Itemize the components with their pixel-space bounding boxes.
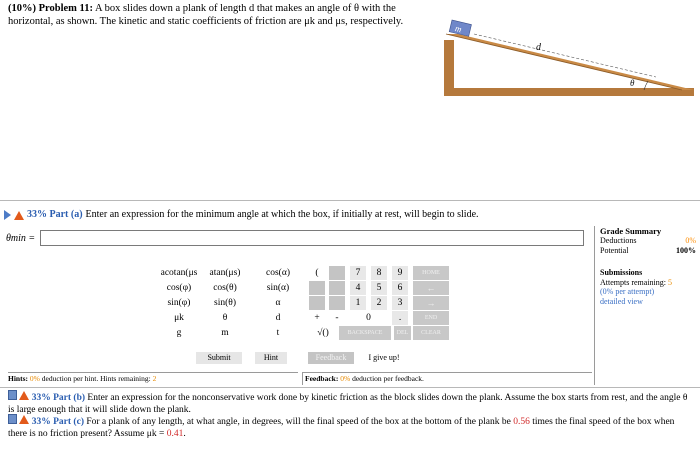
key-cos-alpha[interactable]: cos(α) [266, 268, 290, 278]
key-cos-phi[interactable]: cos(φ) [166, 283, 192, 293]
length-label: d [536, 42, 541, 53]
key-clear[interactable]: CLEAR [413, 326, 449, 340]
attempts-value: 5 [668, 277, 672, 287]
key-backspace[interactable]: BACKSPACE [339, 326, 391, 340]
key-7[interactable]: 7 [350, 266, 366, 280]
part-c[interactable] [8, 414, 694, 440]
deductions-value: 0% [685, 236, 696, 245]
attempts-label: Attempts remaining: [600, 277, 666, 287]
feedback-label: Feedback: [305, 374, 339, 383]
part-b-warning-icon [19, 391, 29, 400]
feedback-text: deduction per feedback. [352, 374, 424, 383]
key-m[interactable]: m [221, 328, 229, 338]
key-d[interactable]: d [275, 313, 281, 323]
part-c-doc-icon [8, 414, 17, 424]
key-dot[interactable]: . [392, 311, 408, 325]
theta-min-label: θmin = [6, 233, 36, 244]
give-up-button[interactable]: I give up! [362, 352, 406, 364]
key-6[interactable]: 6 [392, 281, 408, 295]
part-c-end: . [183, 428, 186, 439]
hints-label: Hints: [8, 374, 29, 383]
answer-input[interactable] [40, 230, 584, 246]
key-blank-4[interactable] [309, 296, 325, 310]
part-a-percent: 33% Part (a) [27, 209, 83, 220]
key-cos-theta[interactable]: cos(θ) [213, 283, 237, 293]
feedback-pct: 0% [340, 374, 351, 383]
part-b-percent: 33% Part (b) [31, 393, 86, 403]
hints-remaining: 2 [152, 374, 157, 383]
expand-triangle-icon[interactable] [4, 210, 11, 220]
detailed-view-link[interactable]: detailed view [600, 296, 643, 306]
part-a-prompt: Enter an expression for the minimum angle at which the box, if initially at rest, will begin to slide. [85, 209, 479, 220]
key-4[interactable]: 4 [350, 281, 366, 295]
feedback-button[interactable]: Feedback [308, 352, 354, 364]
key-right-arrow[interactable]: → [413, 296, 449, 310]
key-blank-3[interactable] [329, 281, 345, 295]
plank-support [444, 40, 454, 92]
key-theta[interactable]: θ [222, 313, 228, 323]
key-plus[interactable]: + [309, 311, 325, 325]
key-home[interactable]: HOME [413, 266, 449, 280]
part-c-mu: 0.41 [166, 428, 184, 439]
plank-base [444, 88, 694, 96]
part-c-ratio: 0.56 [513, 417, 530, 427]
key-g[interactable]: g [176, 328, 182, 338]
per-attempt-text: (0% per attempt) [600, 287, 655, 296]
submit-button[interactable]: Submit [196, 352, 242, 364]
key-5[interactable]: 5 [371, 281, 387, 295]
key-sin-alpha[interactable]: sin(α) [266, 283, 290, 293]
key-1[interactable]: 1 [350, 296, 366, 310]
key-sin-phi[interactable]: sin(φ) [167, 298, 191, 308]
key-atan[interactable]: atan(μs) [209, 268, 241, 278]
problem-label: (10%) Problem 11: [8, 3, 93, 14]
grade-summary [600, 226, 696, 256]
deductions-label: Deductions [600, 236, 637, 245]
hints-text: deduction per hint. Hints remaining: [41, 374, 151, 383]
hint-button[interactable]: Hint [255, 352, 287, 364]
hints-bar [8, 372, 298, 385]
key-sin-theta[interactable]: sin(θ) [214, 298, 236, 308]
key-8[interactable]: 8 [371, 266, 387, 280]
key-3[interactable]: 3 [392, 296, 408, 310]
key-minus[interactable]: - [329, 311, 345, 325]
key-end[interactable]: END [413, 311, 449, 325]
incline-diagram [436, 4, 698, 104]
submissions-title: Submissions [600, 268, 643, 277]
key-blank-5[interactable] [329, 296, 345, 310]
key-blank-1[interactable] [329, 266, 345, 280]
part-c-prompt-1: For a plank of any length, at what angle, in degrees, will the final speed of the box at the bottom of the plank be [86, 417, 511, 427]
divider-bottom [0, 387, 700, 388]
part-c-warning-icon [19, 415, 29, 424]
key-del[interactable]: DEL [394, 326, 411, 340]
inclined-plank [446, 34, 694, 90]
key-left-arrow[interactable]: ← [413, 281, 449, 295]
key-mu-k[interactable]: μk [174, 313, 184, 323]
part-c-percent: 33% Part (c) [31, 417, 84, 427]
part-b-prompt: Enter an expression for the nonconservative work done by kinetic friction as the block slides down the plank. Assume the box starts from rest, and the angle θ is large enough that it will slide down the plank. [8, 393, 688, 415]
part-b[interactable] [8, 390, 694, 416]
key-t[interactable]: t [276, 328, 280, 338]
key-open-paren[interactable]: ( [309, 266, 325, 280]
key-acotan[interactable]: acotan(μs [160, 268, 198, 278]
angle-label: θ [630, 78, 635, 88]
key-sqrt[interactable]: √() [309, 326, 337, 340]
potential-label: Potential [600, 246, 629, 255]
key-blank-2[interactable] [309, 281, 325, 295]
key-9[interactable]: 9 [392, 266, 408, 280]
feedback-bar [302, 372, 592, 385]
submissions-panel [600, 268, 696, 306]
box-label: m [454, 23, 463, 35]
grade-summary-title: Grade Summary [600, 226, 662, 236]
warning-icon [14, 211, 24, 220]
part-b-doc-icon [8, 390, 17, 400]
panel-separator [594, 226, 595, 385]
key-2[interactable]: 2 [371, 296, 387, 310]
key-alpha[interactable]: α [275, 298, 281, 308]
divider [0, 200, 700, 201]
problem-statement [8, 2, 428, 28]
potential-value: 100% [676, 246, 696, 255]
hints-pct: 0% [29, 374, 40, 383]
part-c-prompt-2: times the final speed of the box when there is no friction present? Assume μk = [8, 417, 675, 439]
key-0[interactable]: 0 [350, 311, 387, 325]
part-a-header[interactable] [4, 209, 594, 221]
problem-text: A box slides down a plank of length d that makes an angle of θ with the horizontal, as shown. The kinetic and static coefficients of friction are μk and μs, respectively. [8, 3, 404, 27]
